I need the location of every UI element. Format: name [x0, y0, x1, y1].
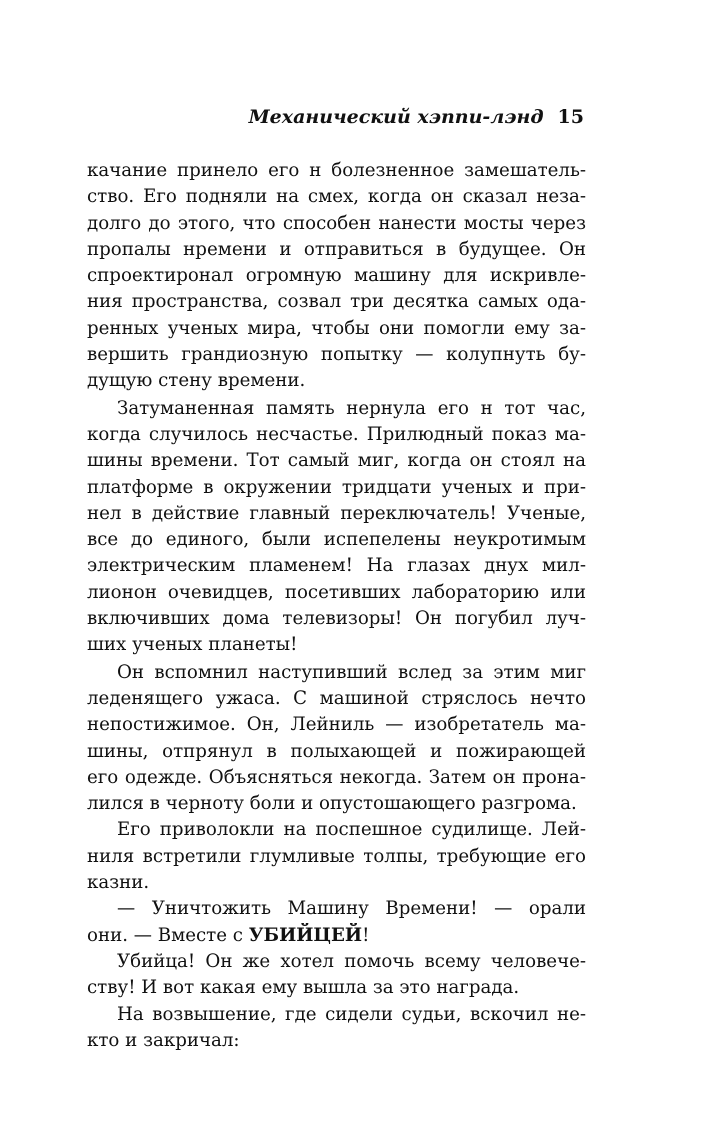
text-line: шины, отпрянул в полыхающей и пожирающей [87, 740, 586, 762]
paragraph-first-line: Затуманенная память нернула его н тот час, [117, 397, 586, 419]
text-line: долго до этого, что способен нанести мосты через [87, 212, 586, 234]
text-line: вершить грандиозную попытку — колупнуть бу- [87, 344, 586, 366]
running-head [249, 105, 584, 129]
text-line: электрическим пламенем! На глазах днух мил- [87, 555, 586, 577]
paragraph-first-line: Он вспомнил наступивший вслед за этим миг [117, 661, 586, 683]
text-line: леденящего ужаса. С машиной стряслось нечто [87, 687, 586, 709]
text-line: ниля встретили глумливые толпы, требующие его [87, 845, 586, 867]
text-line: дущую стену времени. [87, 370, 306, 392]
text-line: включивших дома телевизоры! Он погубил луч- [87, 608, 586, 630]
text-line: непостижимое. Он, Лейниль — изобретатель ма- [87, 714, 586, 736]
emphasized-word: УБИЙЦЕЙ [248, 924, 363, 946]
text-line: когда случилось несчастье. Прилюдный показ ма- [87, 423, 586, 445]
text-line: ния пространства, созвал три десятка самых ода- [87, 291, 586, 313]
dialogue-line: — Уничтожить Машину Времени! — орали [117, 898, 586, 920]
text-line: лионон очевидцев, посетивших лабораторию или [87, 581, 586, 603]
text-line: спроектиронал огромную машину для искривле- [87, 265, 586, 287]
dialogue-line-end [87, 923, 586, 949]
text-line: нел в действие главный переключатель! Ученые, [87, 502, 586, 524]
running-title: Механический хэппи-лэнд [248, 106, 544, 128]
body-text [87, 158, 586, 1054]
text-line: казни. [87, 872, 150, 894]
text-line: качание принело его н болезненное замешатель- [87, 160, 586, 181]
text-line: его одежде. Объясняться некогда. Затем он прона- [87, 766, 586, 788]
text-line: лился в черноту боли и опустошающего разгрома. [87, 793, 577, 815]
text-line: ших ученых планеты! [87, 634, 298, 656]
paragraph-first-line: На возвышение, где сидели судьи, вскочил не- [117, 1003, 586, 1025]
dialogue-text: ! [362, 924, 370, 946]
text-line: все до единого, были испепелены неукротимым [87, 529, 586, 551]
paragraph-first-line: Убийца! Он же хотел помочь всему человече- [117, 950, 586, 972]
paragraph-first-line: Его приволокли на поспешное судилище. Лей- [117, 819, 586, 841]
text-line: пропалы нремени и отправиться в будущее. Он [87, 238, 586, 260]
text-line: ренных ученых мира, чтобы они помогли ему за- [87, 317, 586, 339]
text-line: ство. Его подняли на смех, когда он сказал неза- [87, 186, 586, 208]
text-line: ству! И вот какая ему вышла за это награда. [87, 977, 520, 999]
page-number: 15 [557, 106, 584, 128]
text-line: шины времени. Тот самый миг, когда он стоял на [87, 450, 586, 472]
text-line: платформе в окружении тридцати ученых и при- [87, 476, 586, 498]
text-line: кто и закричал: [87, 1029, 240, 1051]
dialogue-text: они. — Вместе с [87, 924, 249, 946]
